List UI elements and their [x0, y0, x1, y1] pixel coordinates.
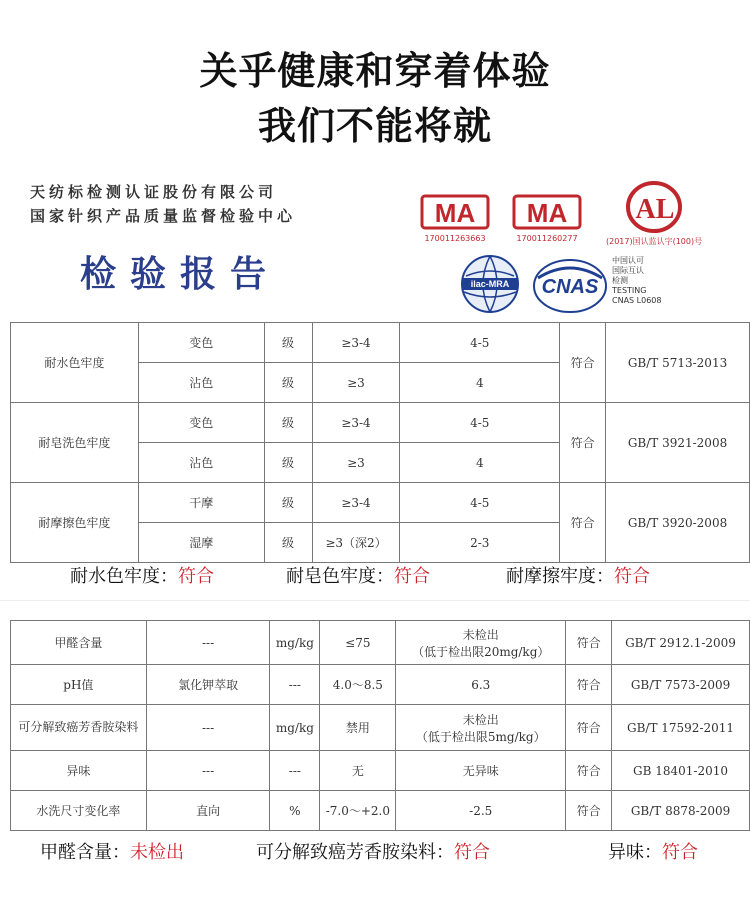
svg-text:ilac-MRA: ilac-MRA	[470, 279, 510, 289]
summary-value: 未检出	[130, 842, 184, 863]
cma-logo-icon	[512, 192, 582, 232]
standard: GB 18401-2010	[612, 751, 750, 791]
unit: %	[270, 791, 320, 831]
summary-rub-fastness	[506, 562, 650, 588]
unit: mg/kg	[270, 705, 320, 751]
test-name: 耐皂洗色牢度	[11, 403, 139, 483]
cma-mark-2	[512, 192, 582, 243]
verdict: 符合	[566, 791, 612, 831]
result-line: 未检出	[462, 712, 499, 727]
verdict: 符合	[566, 751, 612, 791]
standard: GB/T 2912.1-2009	[612, 621, 750, 665]
result	[396, 621, 566, 665]
verdict: 符合	[566, 621, 612, 665]
requirement: -7.0～+2.0	[320, 791, 396, 831]
result: 无异味	[396, 751, 566, 791]
summary-value: 符合	[178, 566, 214, 587]
standard: GB/T 7573-2009	[612, 665, 750, 705]
headline-line-1: 关乎健康和穿着体验	[199, 49, 551, 93]
safety-table	[10, 620, 750, 831]
result: 4-5	[400, 323, 560, 363]
standard: GB/T 8878-2009	[612, 791, 750, 831]
summary-label: 可分解致癌芳香胺染料：	[256, 842, 454, 863]
sub-item: 干摩	[138, 483, 264, 523]
summary-label: 耐摩擦牢度：	[506, 566, 614, 587]
test-name: 耐水色牢度	[11, 323, 139, 403]
standard: GB/T 5713-2013	[606, 323, 750, 403]
summary-azo-dyes	[256, 838, 490, 864]
report-title: 检验报告	[80, 253, 281, 295]
requirement: ≥3	[312, 443, 400, 483]
cnas-caption-line: 国际互认	[612, 266, 644, 275]
org-name-line-1: 天纺标检测认证股份有限公司	[30, 183, 278, 201]
method: ---	[146, 621, 270, 665]
requirement: ≥3-4	[312, 483, 400, 523]
test-name: 可分解致癌芳香胺染料	[11, 705, 147, 751]
cnas-caption	[612, 256, 661, 306]
method: 氯化钾萃取	[146, 665, 270, 705]
unit: 级	[264, 523, 312, 563]
verdict: 符合	[560, 403, 606, 483]
table-row	[11, 403, 750, 443]
summary-value: 符合	[454, 842, 490, 863]
cnas-caption-line: 检测	[612, 276, 628, 285]
summary-formaldehyde	[40, 838, 184, 864]
verdict: 符合	[566, 665, 612, 705]
standard: GB/T 3920-2008	[606, 483, 750, 563]
unit: 级	[264, 443, 312, 483]
requirement: ≥3（深2）	[312, 523, 400, 563]
sub-item: 湿摩	[138, 523, 264, 563]
result	[396, 705, 566, 751]
svg-text:MA: MA	[434, 198, 476, 228]
table-row	[11, 621, 750, 665]
cma-logo-icon	[420, 192, 490, 232]
section-divider	[0, 600, 750, 601]
test-name: 耐摩擦色牢度	[11, 483, 139, 563]
cnas-caption-line: CNAS L0608	[612, 296, 662, 305]
requirement: 4.0～8.5	[320, 665, 396, 705]
table-row	[11, 323, 750, 363]
summary-water-fastness	[70, 562, 214, 588]
table-row	[11, 705, 750, 751]
table-row	[11, 791, 750, 831]
unit: 级	[264, 403, 312, 443]
requirement: ≥3-4	[312, 403, 400, 443]
requirement: 禁用	[320, 705, 396, 751]
sub-item: 沾色	[138, 443, 264, 483]
result-note: （低于检出限20mg/kg）	[412, 644, 550, 659]
result-line: 未检出	[462, 627, 499, 642]
summary-label: 耐皂色牢度：	[286, 566, 394, 587]
sub-item: 沾色	[138, 363, 264, 403]
cnas-logo-icon	[532, 256, 608, 316]
test-name: 异味	[11, 751, 147, 791]
verdict: 符合	[560, 483, 606, 563]
cal-logo-icon	[621, 180, 687, 234]
summary-odor	[608, 838, 698, 864]
method: ---	[146, 751, 270, 791]
test-name: 甲醛含量	[11, 621, 147, 665]
cnas-caption-line: 中国认可	[612, 256, 644, 265]
cal-code: (2017)国认监认字(100)号	[606, 237, 703, 246]
result: 2-3	[400, 523, 560, 563]
table-row	[11, 665, 750, 705]
standard: GB/T 17592-2011	[612, 705, 750, 751]
summary-value: 符合	[662, 842, 698, 863]
cal-mark	[606, 180, 702, 247]
result: 4	[400, 443, 560, 483]
svg-text:AL: AL	[635, 194, 675, 225]
headline-line-2: 我们不能将就	[257, 104, 492, 148]
org-name-line-2: 国家针织产品质量监督检验中心	[30, 207, 297, 225]
result: 6.3	[396, 665, 566, 705]
unit: ---	[270, 665, 320, 705]
result-note: （低于检出限5mg/kg）	[415, 729, 546, 744]
sub-item: 变色	[138, 323, 264, 363]
summary-label: 异味：	[608, 842, 662, 863]
summary-label: 耐水色牢度：	[70, 566, 178, 587]
result: -2.5	[396, 791, 566, 831]
unit: 级	[264, 363, 312, 403]
unit: 级	[264, 483, 312, 523]
summary-value: 符合	[394, 566, 430, 587]
requirement: 无	[320, 751, 396, 791]
cma-code-2: 170011260277	[516, 234, 578, 243]
result: 4-5	[400, 403, 560, 443]
summary-soap-fastness	[286, 562, 430, 588]
result: 4	[400, 363, 560, 403]
cnas-caption-line: TESTING	[612, 286, 647, 295]
unit: ---	[270, 751, 320, 791]
ilac-globe-icon	[458, 252, 522, 316]
sub-item: 变色	[138, 403, 264, 443]
cma-code-1: 170011263663	[424, 234, 486, 243]
test-name: 水洗尺寸变化率	[11, 791, 147, 831]
method: ---	[146, 705, 270, 751]
cma-mark-1	[420, 192, 490, 243]
unit: 级	[264, 323, 312, 363]
table-row	[11, 483, 750, 523]
requirement: ≤75	[320, 621, 396, 665]
method: 直向	[146, 791, 270, 831]
ilac-mra-mark	[458, 252, 522, 320]
standard: GB/T 3921-2008	[606, 403, 750, 483]
table-row	[11, 751, 750, 791]
colorfastness-table	[10, 322, 750, 563]
verdict: 符合	[560, 323, 606, 403]
unit: mg/kg	[270, 621, 320, 665]
requirement: ≥3	[312, 363, 400, 403]
verdict: 符合	[566, 705, 612, 751]
cnas-mark	[532, 256, 608, 320]
summary-value: 符合	[614, 566, 650, 587]
requirement: ≥3-4	[312, 323, 400, 363]
test-name: pH值	[11, 665, 147, 705]
svg-text:CNAS: CNAS	[541, 276, 599, 298]
result: 4-5	[400, 483, 560, 523]
summary-label: 甲醛含量：	[40, 842, 130, 863]
svg-text:MA: MA	[526, 198, 568, 228]
